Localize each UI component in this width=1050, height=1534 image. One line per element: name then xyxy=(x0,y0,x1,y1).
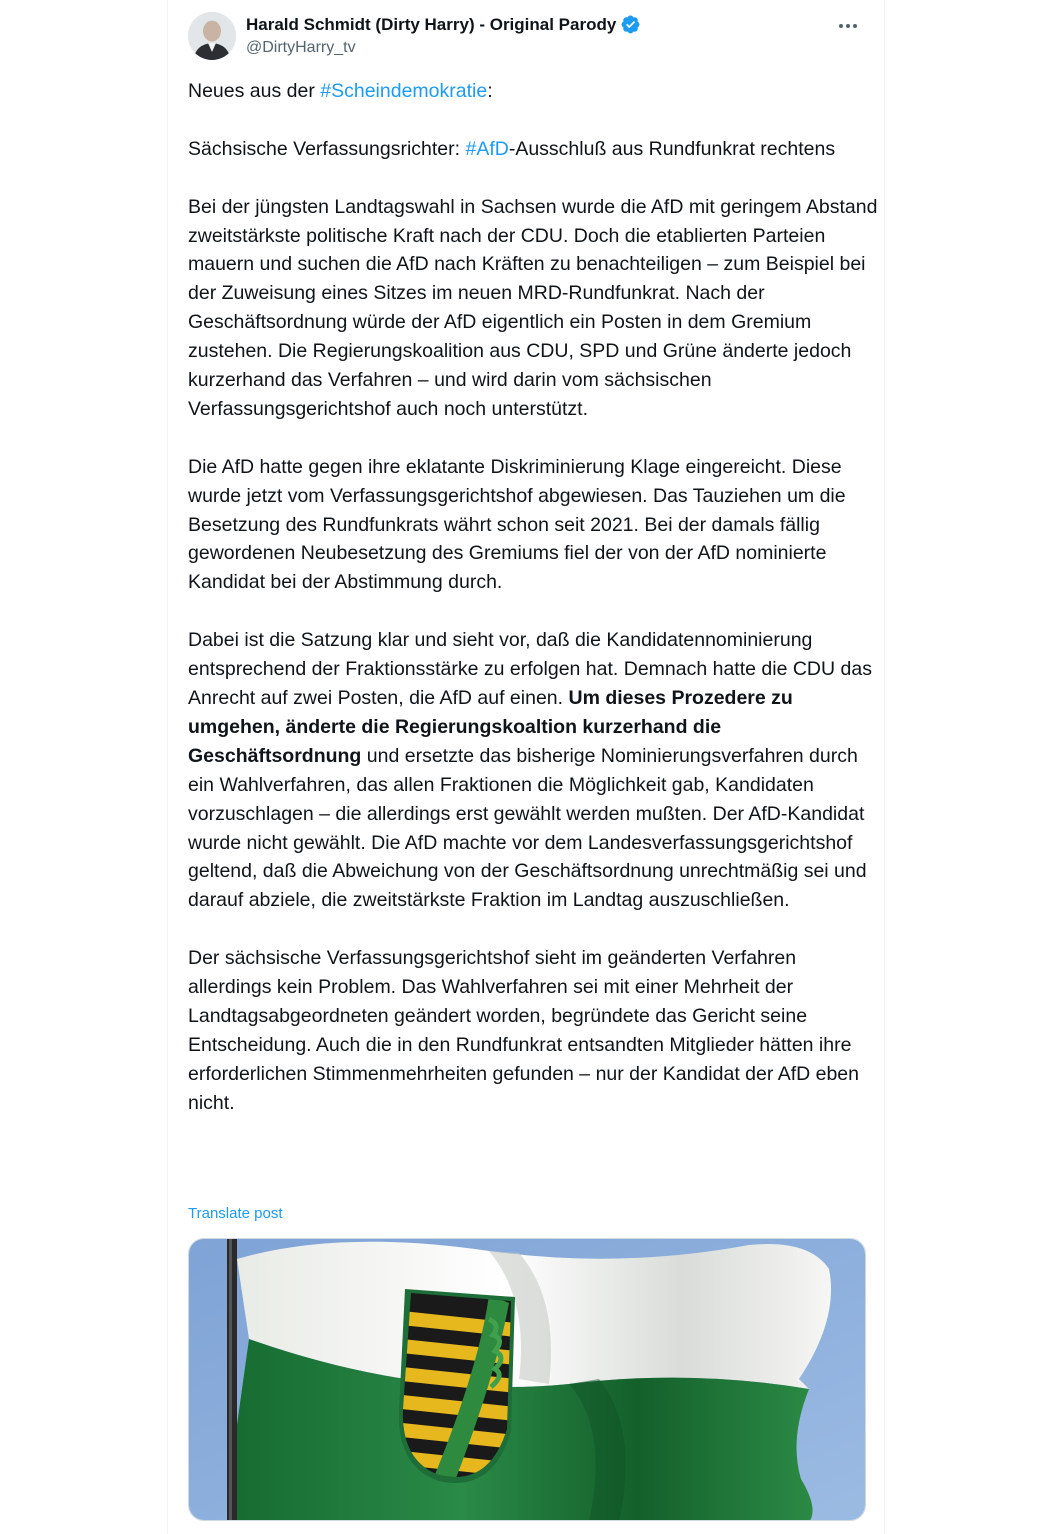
text-span: Neues aus der xyxy=(188,80,321,102)
tweet-header xyxy=(188,12,868,62)
avatar-image xyxy=(188,12,236,60)
bold-text: Um dieses Prozedere zu umgehen, änderte die Regierungskoaltion kurzerhand die Geschäftsordnung xyxy=(188,686,793,767)
paragraph xyxy=(188,135,878,164)
paragraph-gap xyxy=(188,915,878,944)
paragraph-gap xyxy=(188,106,878,135)
media-image[interactable] xyxy=(188,1238,866,1521)
paragraph: Die AfD hatte gegen ihre eklatante Diskriminierung Klage eingereicht. Diese wurde jetzt vom Verfassungsgerichtshof abgewiesen. Das Tauziehen um die Besetzung des Rundfunkrats währt schon seit 2021. Bei der damals fällig gewordenen Neubesetzung des Gremiums fiel der von der AfD nominierte Kandidat bei der Abstimmung durch. xyxy=(188,455,846,594)
paragraph-gap xyxy=(188,424,878,453)
paragraph xyxy=(188,626,878,915)
translate-post-link[interactable]: Translate post xyxy=(188,1205,283,1222)
hashtag-link[interactable]: #AfD xyxy=(465,137,509,160)
text-span: Dabei ist die Satzung klar und sieht vor, daß die Kandidatennominierung entsprechend der Fraktionsstärke zu erfolgen hat. Demnach hatte die CDU das Anrecht auf zwei Posten, die AfD auf einen. xyxy=(188,629,872,709)
author-handle[interactable]: @DirtyHarry_tv xyxy=(246,39,356,56)
tweet-card[interactable] xyxy=(167,0,885,1534)
text-span: : xyxy=(487,80,493,102)
verified-badge-icon xyxy=(620,14,641,35)
paragraph-gap xyxy=(188,164,878,193)
text-span: -Ausschluß aus Rundfunkrat rechtens xyxy=(508,137,836,160)
text-span: Sächsische Verfassungsrichter: xyxy=(188,137,466,160)
paragraph xyxy=(188,77,878,106)
saxony-flag-image xyxy=(189,1239,866,1521)
avatar[interactable] xyxy=(188,12,236,60)
tweet-text xyxy=(188,77,878,1118)
more-icon[interactable] xyxy=(832,14,864,38)
display-name[interactable]: Harald Schmidt (Dirty Harry) - Original Parody xyxy=(246,14,617,34)
hashtag-link[interactable]: #Scheindemokratie xyxy=(320,80,488,102)
paragraph: Der sächsische Verfassungsgerichtshof sieht im geänderten Verfahren allerdings kein Problem. Das Wahlverfahren sei mit einer Mehrheit der Landtagsabgeordneten geändert worden, begründete das Gericht seine Entscheidung. Auch die in den Rundfunkrat entsandten Mitglieder hätten ihre erforderlichen Stimmenmehrheiten gefunden – nur der Kandidat der AfD eben nicht. xyxy=(188,947,859,1114)
paragraph: Bei der jüngsten Landtagswahl in Sachsen wurde die AfD mit geringem Abstand zweitstärkste politische Kraft nach der CDU. Doch die etablierten Parteien mauern und suchen die AfD nach Kräften zu benachteiligen – zum Beispiel bei der Zuweisung eines Sitzes im neuen MRD-Rundfunkrat. Nach der Geschäftsordnung würde der AfD eigentlich ein Posten in dem Gremium zustehen. Die Regierungskoalition aus CDU, SPD und Grüne änderte jedoch kurzerhand das Verfahren – und wird darin vom sächsischen Verfassungsgerichtshof auch noch unterstützt. xyxy=(188,195,878,420)
text-span: und ersetzte das bisherige Nominierungsverfahren durch ein Wahlverfahren, das allen Fraktionen die Möglichkeit gab, Kandidaten vorzuschlagen – die allerdings erst gewählt werden mußten. Der AfD-Kandidat wurde nicht gewählt. Die AfD machte vor dem Landesverfassungsgerichtshof geltend, daß die Abweichung von der Geschäftsordnung unrechtmäßig sei und darauf abziele, die zweitstärkste Fraktion im Landtag auszuschließen. xyxy=(188,744,867,912)
author-name-line xyxy=(246,14,641,35)
paragraph-gap xyxy=(188,597,878,626)
